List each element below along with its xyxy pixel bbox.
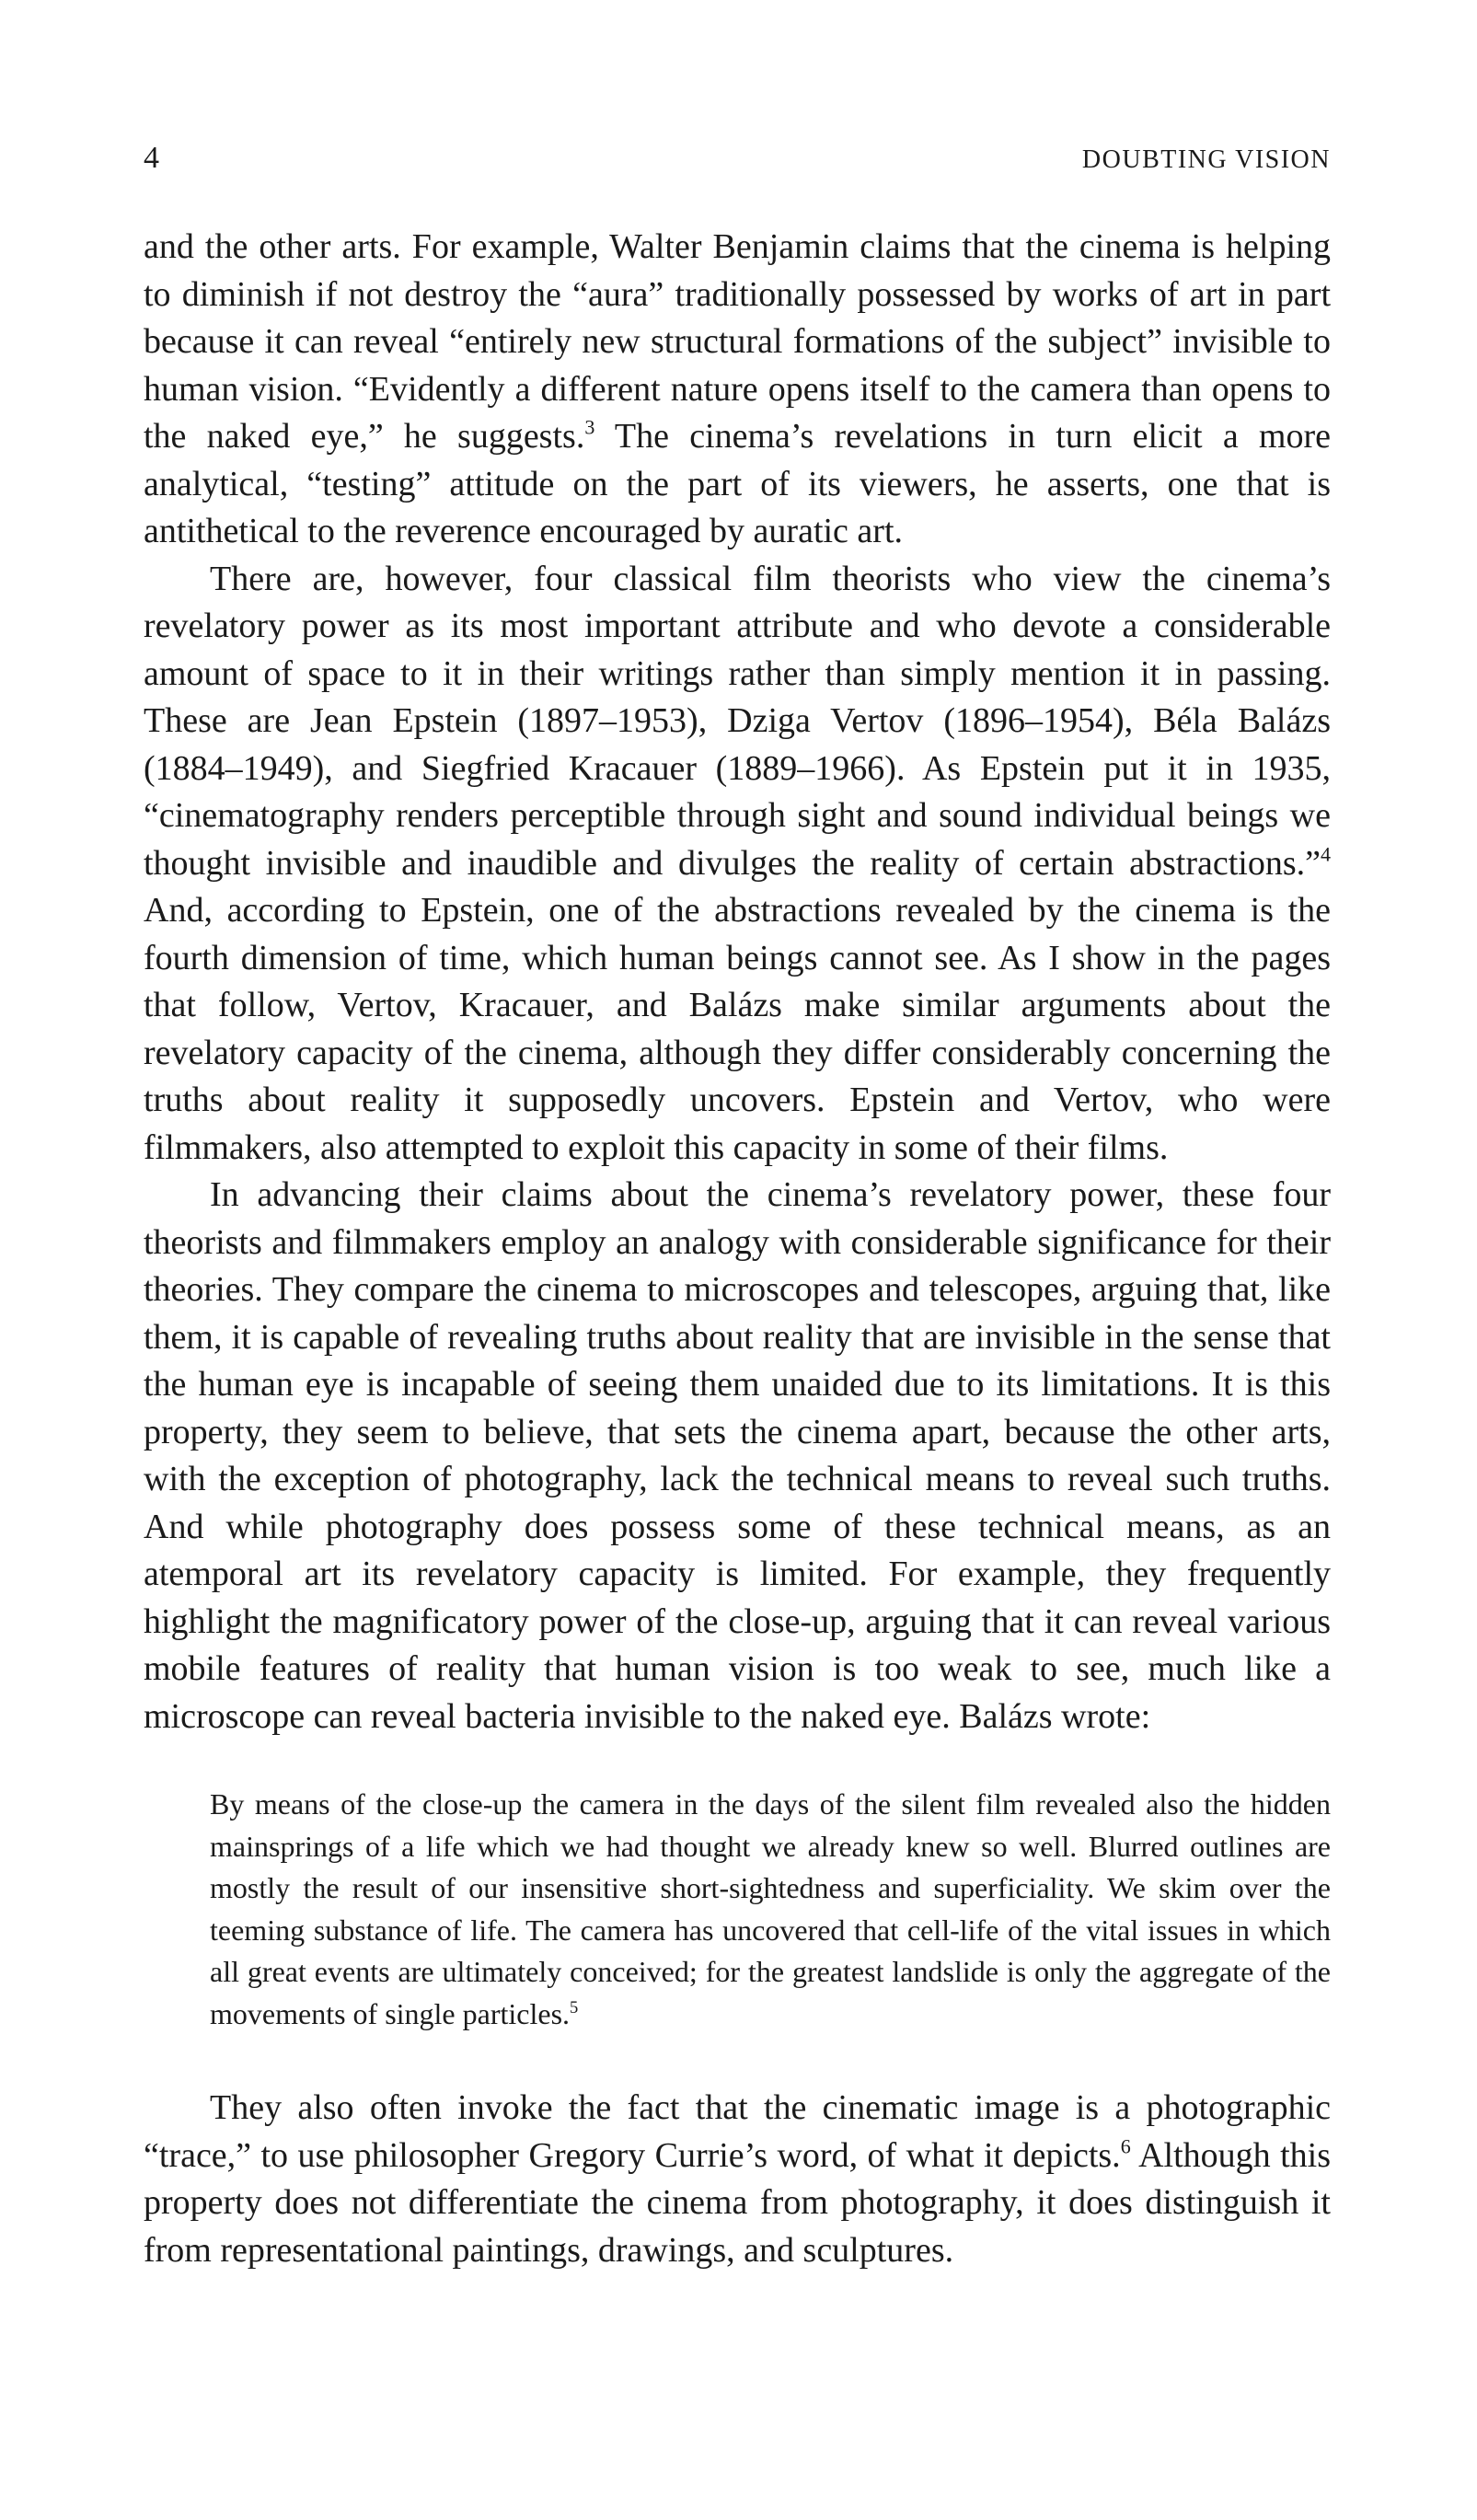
paragraph-4-text-b: Although this property does not differentiate the cinema from photography, it does distinguish it from representational paintings, drawings, and sculptures. <box>144 2135 1331 2270</box>
running-head <box>144 138 1331 179</box>
footnote-ref-6: 6 <box>1120 2134 1131 2158</box>
paragraph-4-text-a: They also often invoke the fact that the cinematic image is a photographic “trace,” to use philosopher Gregory Currie’s word, of what it depicts. <box>144 2088 1331 2175</box>
paragraph-2 <box>144 556 1331 1173</box>
body-text <box>144 224 1331 2274</box>
paragraph-4 <box>144 2085 1331 2274</box>
running-head-title: DOUBTING VISION <box>1081 145 1331 174</box>
block-quote <box>210 1784 1331 2035</box>
paragraph-1 <box>144 224 1331 556</box>
block-quote-text: By means of the close-up the camera in the days of the silent film revealed also the hidden mainsprings of a life which we had thought we already knew so well. Blurred outlines are mostly the result of our insensitive short-sightedness and superficiality. We skim over the teeming substance of life. The camera has uncovered that cell-life of the vital issues in which all great events are ultimately conceived; for the greatest landslide is only the aggregate of the movements of single particles. <box>210 1787 1331 2030</box>
block-quote-paragraph <box>210 1784 1331 2035</box>
paragraph-2-text-b: And, according to Epstein, one of the abstractions revealed by the cinema is the fourth dimension of time, which human beings cannot see. As I show in the pages that follow, Vertov, Kracauer, and Balázs make similar arguments about the revelatory capacity of the cinema, although they differ considerably concerning the truths about reality it supposedly uncovers. Epstein and Vertov, who were filmmakers, also attempted to exploit this capacity in some of their films. <box>144 891 1331 1167</box>
paragraph-2-text-a: There are, however, four classical film theorists who view the cinema’s revelatory power as its most important attribute and who devote a considerable amount of space to it in their writings rather than simply mention it in passing. These are Jean Epstein (1897–1953), Dziga Vertov (1896–1954), Béla Balázs (1884–1949), and Siegfried Kracauer (1889–1966). As Epstein put it in 1935, “cinematography renders perceptible through sight and sound individual beings we thought invisible and inaudible and divulges the reality of certain abstractions.” <box>144 559 1331 883</box>
page-number: 4 <box>144 141 159 175</box>
paragraph-3 <box>144 1172 1331 1740</box>
footnote-ref-4: 4 <box>1320 842 1331 866</box>
paragraph-1-text-b: The cinema’s revelations in turn elicit a more analytical, “testing” attitude on the part of its viewers, he asserts, one that is antithetical to the reverence encouraged by auratic art. <box>144 417 1331 550</box>
paragraph-3-text: In advancing their claims about the cinema’s revelatory power, these four theorists and filmmakers employ an analogy with considerable significance for their theories. They compare the cinema to microscopes and telescopes, arguing that, like them, it is capable of revealing truths about reality that are invisible in the sense that the human eye is incapable of seeing them unaided due to its limitations. It is this property, they seem to believe, that sets the cinema apart, because the other arts, with the exception of photography, lack the technical means to reveal such truths. And while photography does possess some of these technical means, as an atemporal art its revelatory capacity is limited. For example, they frequently highlight the magnificatory power of the close-up, arguing that it can reveal various mobile features of reality that human vision is too weak to see, much like a microscope can reveal bacteria invisible to the naked eye. Balázs wrote: <box>144 1175 1331 1736</box>
footnote-ref-5: 5 <box>570 1997 579 2017</box>
footnote-ref-3: 3 <box>584 415 595 439</box>
paragraph-1-text-a: and the other arts. For example, Walter Benjamin claims that the cinema is helping to diminish if not destroy the “aura” traditionally possessed by works of art in part because it can reveal “entirely new structural formations of the subject” invisible to human vision. “Evidently a different nature opens itself to the camera than opens to the naked eye,” he suggests. <box>144 227 1331 456</box>
